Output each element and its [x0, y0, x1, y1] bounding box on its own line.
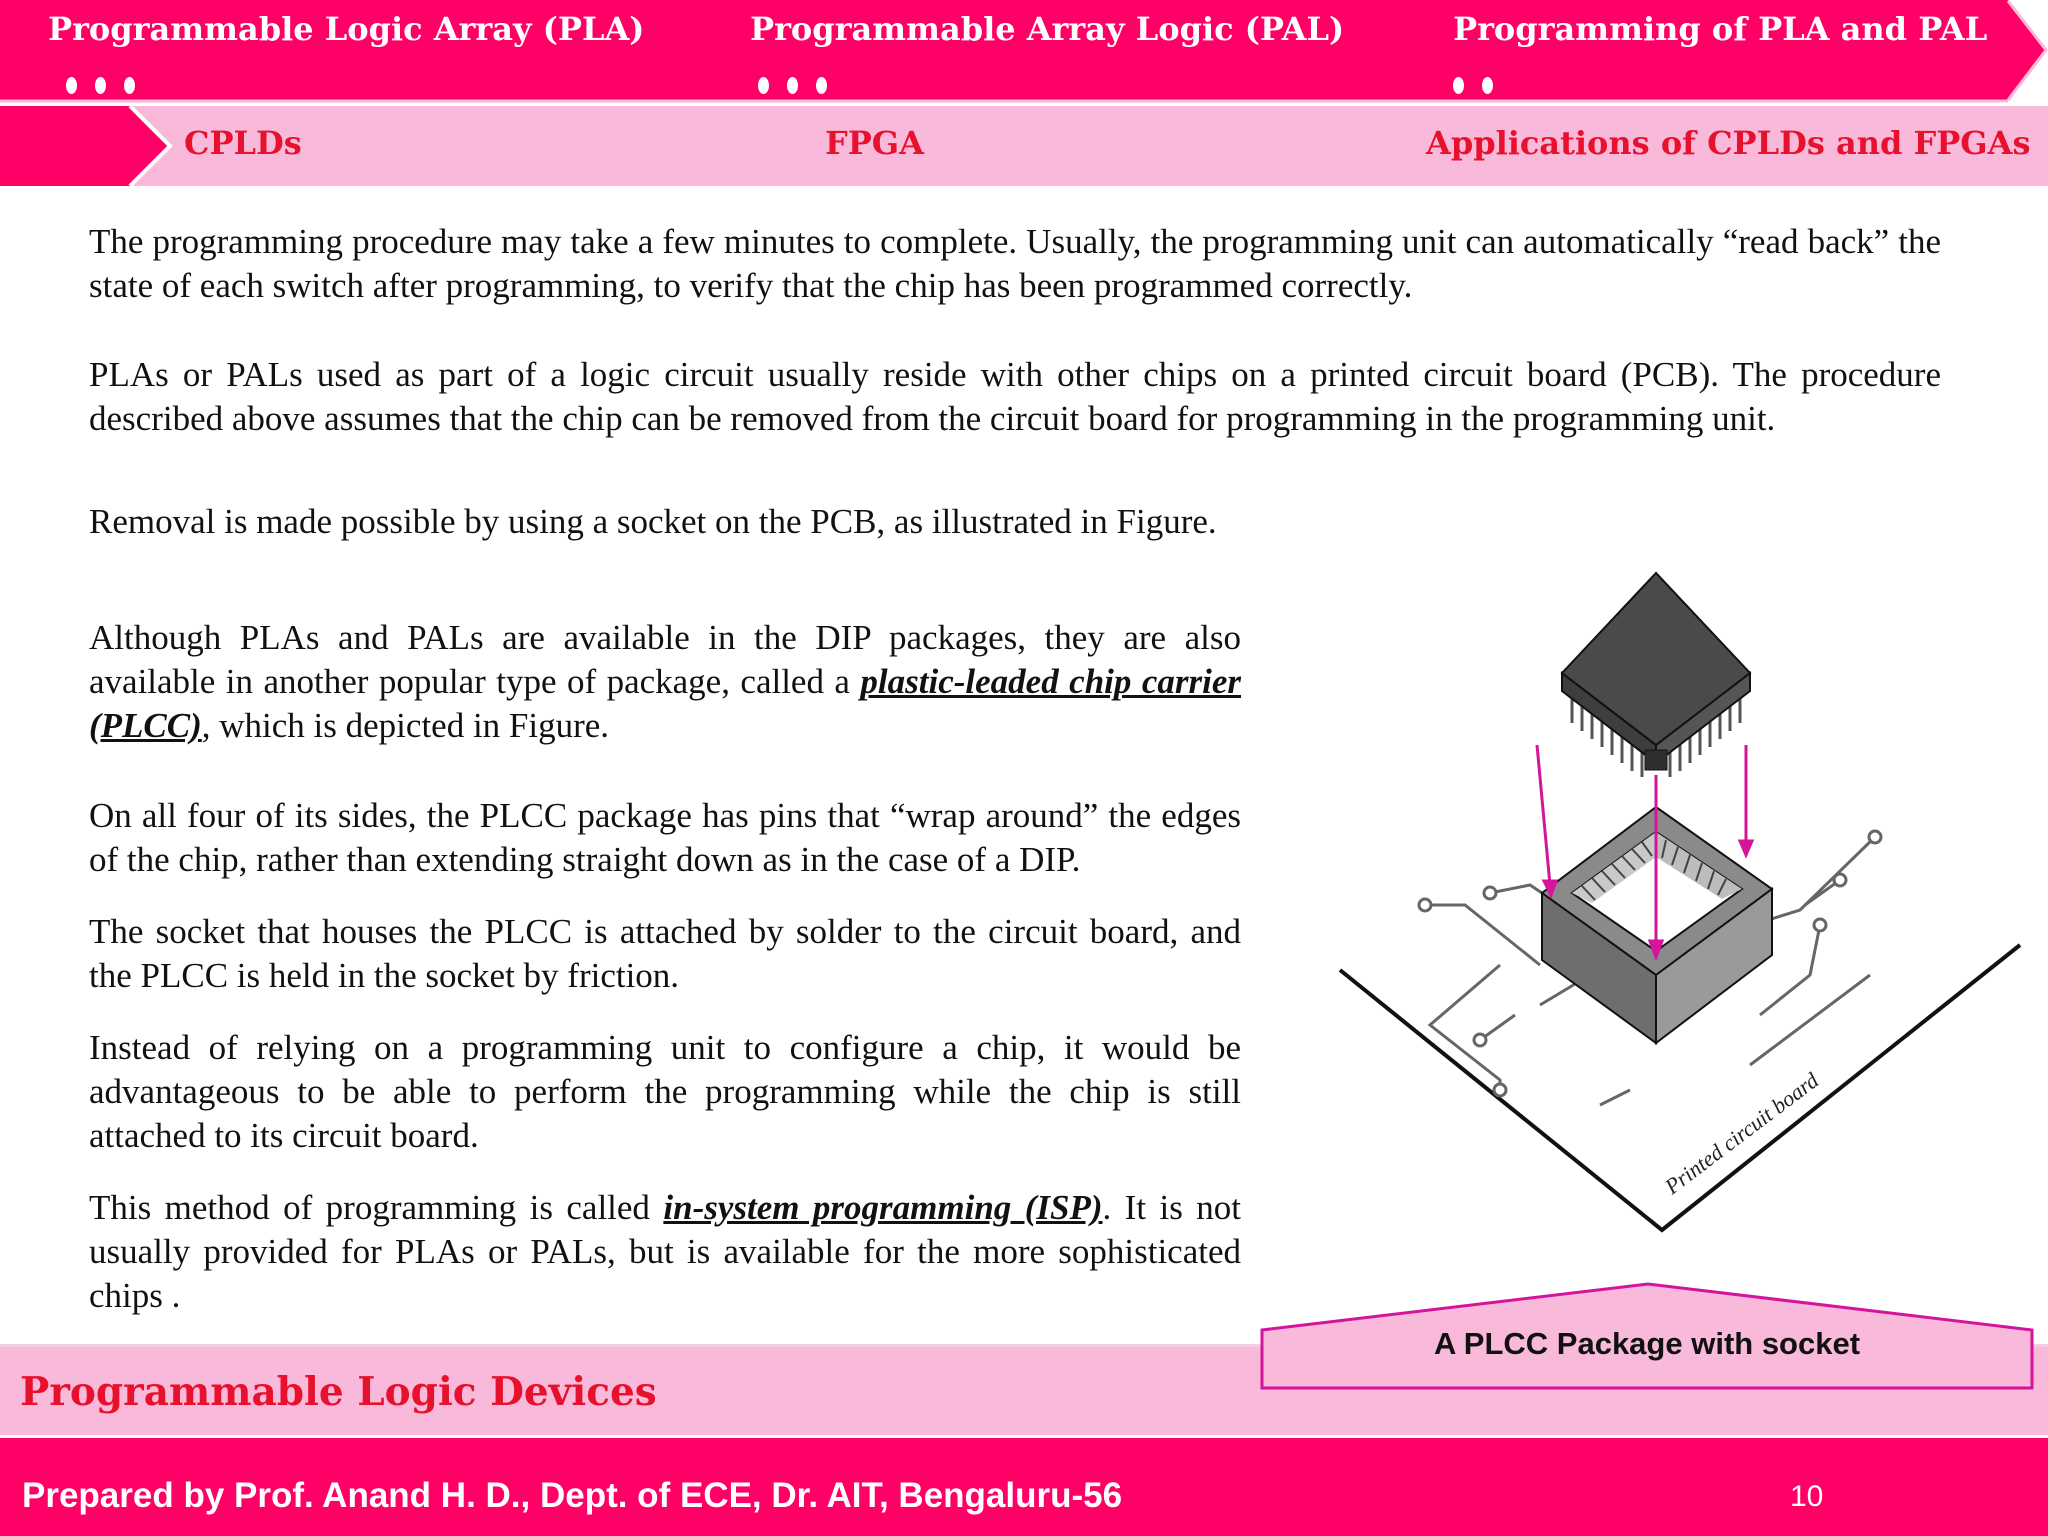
progress-dot	[816, 77, 827, 94]
paragraph-socket: The socket that houses the PLCC is attached by solder to the circuit board, and the PLCC is held in the socket by friction.	[89, 912, 1241, 995]
course-title: Programmable Logic Devices	[20, 1369, 657, 1415]
paragraph-isp-text-end: . It is not usually provided for PLAs or PALs, but is available for the more sophisticated chips .	[89, 1188, 1241, 1315]
nav-link-cplds[interactable]: CPLDs	[184, 124, 302, 162]
progress-dots	[758, 64, 845, 102]
nav-link-applications[interactable]: Applications of CPLDs and FPGAs	[1426, 124, 2031, 162]
progress-dot	[1453, 77, 1464, 94]
term-isp: in-system programming (ISP)	[663, 1188, 1103, 1227]
paragraph-pins: On all four of its sides, the PLCC package has pins that “wrap around” the edges of the chip, rather than extending straight down as in the case of a DIP.	[89, 796, 1241, 879]
progress-dot	[787, 77, 798, 94]
paragraph-pcb: PLAs or PALs used as part of a logic circuit usually reside with other chips on a printed circuit board (PCB). The procedure described above assumes that the chip can be removed from the circuit board for programming in the programming unit.	[89, 355, 1941, 438]
plcc-socket-figure	[1300, 545, 2048, 1245]
paragraph-plcc-text-end: , which is depicted in Figure.	[201, 706, 610, 745]
progress-dots	[1453, 64, 1511, 102]
progress-dots	[66, 64, 153, 102]
plcc-chip	[1562, 573, 1750, 777]
progress-dot	[758, 77, 769, 94]
nav-link-fpga[interactable]: FPGA	[825, 124, 924, 162]
paragraph-programming-unit: Instead of relying on a programming unit to configure a chip, it would be advantageous to be able to perform the programming while the chip is still attached to its circuit board.	[89, 1028, 1241, 1155]
progress-dot	[95, 77, 106, 94]
top-navigation	[0, 0, 2048, 104]
paragraph-programming-procedure: The programming procedure may take a few minutes to complete. Usually, the programming unit can automatically “read back” the state of each switch after programming, to verify that the chip has been programmed correctly.	[89, 222, 1941, 305]
footer-credit: Prepared by Prof. Anand H. D., Dept. of ECE, Dr. AIT, Bengaluru-56	[22, 1476, 1123, 1515]
nav-tab-pla-label: Programmable Logic Array (PLA)	[48, 10, 645, 48]
paragraph-plcc	[89, 616, 1241, 748]
page-number: 10	[1790, 1480, 1824, 1513]
caption-text: A PLCC Package with socket	[1433, 1326, 1861, 1361]
term-plcc: plastic-leaded chip carrier (PLCC)	[89, 662, 1241, 745]
paragraph-removal: Removal is made possible by using a socket on the PCB, as illustrated in Figure.	[89, 502, 1217, 541]
board-label: Printed circuit board	[1659, 1067, 1824, 1199]
plcc-illustration	[1300, 545, 2048, 1245]
nav-tab-programming-label: Programming of PLA and PAL	[1453, 10, 1988, 48]
progress-dot	[66, 77, 77, 94]
footer-bar	[0, 1438, 2048, 1536]
progress-dot	[124, 77, 135, 94]
progress-dot	[1482, 77, 1493, 94]
paragraph-plcc-text: Although PLAs and PALs are available in the DIP packages, they are also available in another popular type of package, called a	[89, 618, 1241, 701]
paragraph-isp-text: This method of programming is called	[89, 1188, 664, 1227]
paragraph-isp	[89, 1186, 1241, 1318]
figure-caption	[1260, 1282, 2034, 1392]
nav-tab-pal-label: Programmable Array Logic (PAL)	[750, 10, 1345, 48]
sub-navigation	[0, 104, 2048, 188]
